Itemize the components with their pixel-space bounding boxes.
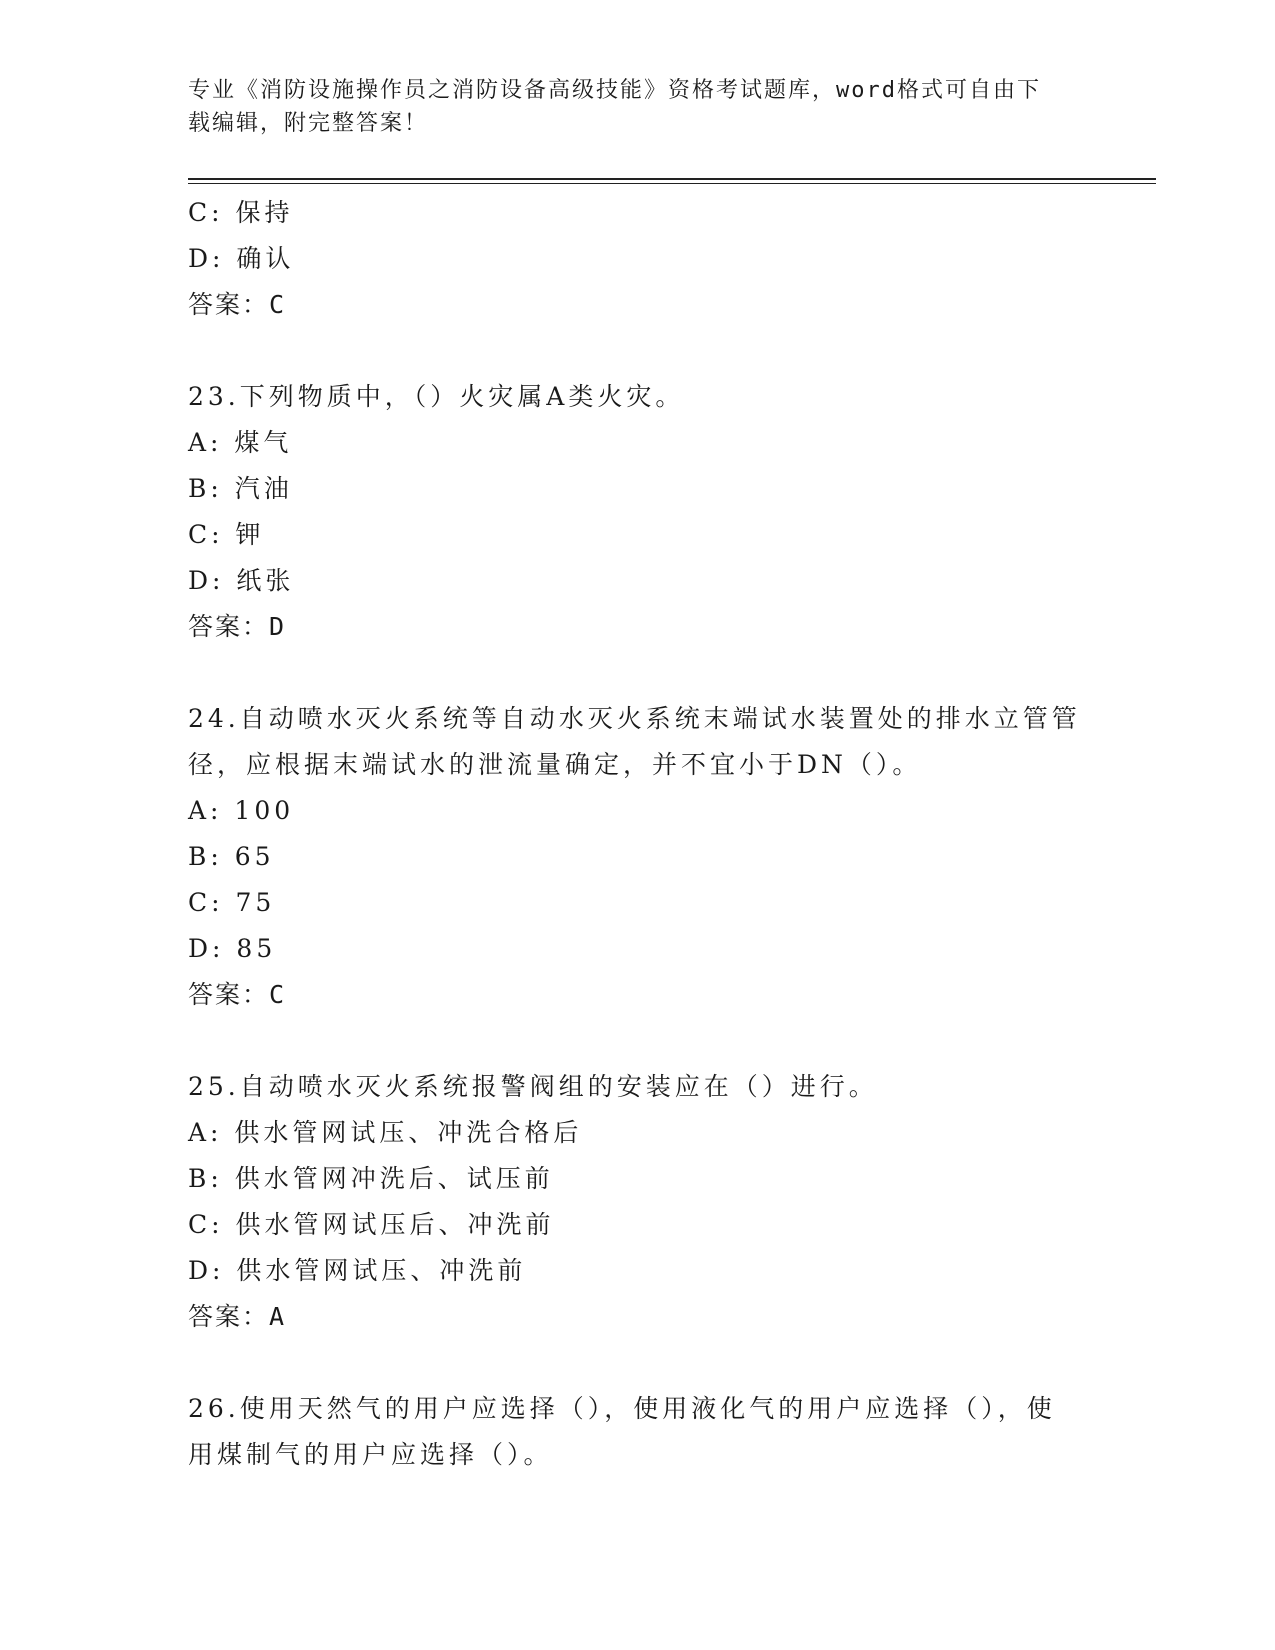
question-stem: 25.自动喷水灭火系统报警阀组的安装应在（）进行。	[188, 1072, 878, 1101]
option-a: A: 100	[188, 796, 295, 825]
question-stem: 23.下列物质中，（）火灾属A类火灾。	[188, 382, 685, 411]
question-stem-line-2: 径，应根据末端试水的泄流量确定，并不宜小于DN（）。	[188, 750, 922, 779]
question-24	[188, 696, 1088, 1018]
option-d: D: 确认	[188, 244, 295, 273]
question-25	[188, 1064, 1088, 1340]
answer-label: 答案：	[188, 980, 270, 1009]
document-header	[188, 74, 1088, 140]
question-stem-line-2: 用煤制气的用户应选择（）。	[188, 1440, 553, 1469]
option-b: B: 65	[188, 842, 275, 871]
answer-value: D	[269, 612, 287, 641]
option-d: D: 85	[188, 934, 277, 963]
option-a: A: 煤气	[188, 428, 293, 457]
option-c: C: 75	[188, 888, 276, 917]
header-rule-thick	[188, 178, 1156, 180]
answer-label: 答案：	[188, 1302, 270, 1331]
answer-value: C	[269, 290, 287, 319]
header-line-2: 载编辑，附完整答案！	[188, 111, 429, 136]
question-23	[188, 374, 1088, 650]
question-list	[188, 190, 1088, 1478]
answer-line	[188, 282, 1088, 328]
question-stem-line-1: 24.自动喷水灭火系统等自动水灭火系统末端试水装置处的排水立管管	[188, 704, 1081, 733]
header-rule-thin	[188, 183, 1156, 184]
answer-label: 答案：	[188, 290, 270, 319]
answer-line	[188, 972, 1088, 1018]
option-a: A: 供水管网试压、冲洗合格后	[188, 1118, 583, 1147]
question-26	[188, 1386, 1088, 1478]
answer-line	[188, 1294, 1088, 1340]
answer-line	[188, 604, 1088, 650]
option-c: C: 钾	[188, 520, 265, 549]
option-d: D: 纸张	[188, 566, 295, 595]
answer-value: C	[269, 980, 287, 1009]
option-c: C: 供水管网试压后、冲洗前	[188, 1210, 555, 1239]
answer-value: A	[269, 1302, 287, 1331]
question-stem-line-1: 26.使用天然气的用户应选择（），使用液化气的用户应选择（），使	[188, 1394, 1056, 1423]
question-22-tail	[188, 190, 1088, 328]
answer-label: 答案：	[188, 612, 270, 641]
header-line-1: 专业《消防设施操作员之消防设备高级技能》资格考试题库，word格式可自由下	[188, 78, 1041, 103]
option-c: C: 保持	[188, 198, 294, 227]
option-b: B: 供水管网冲洗后、试压前	[188, 1164, 554, 1193]
option-d: D: 供水管网试压、冲洗前	[188, 1256, 527, 1285]
option-b: B: 汽油	[188, 474, 293, 503]
